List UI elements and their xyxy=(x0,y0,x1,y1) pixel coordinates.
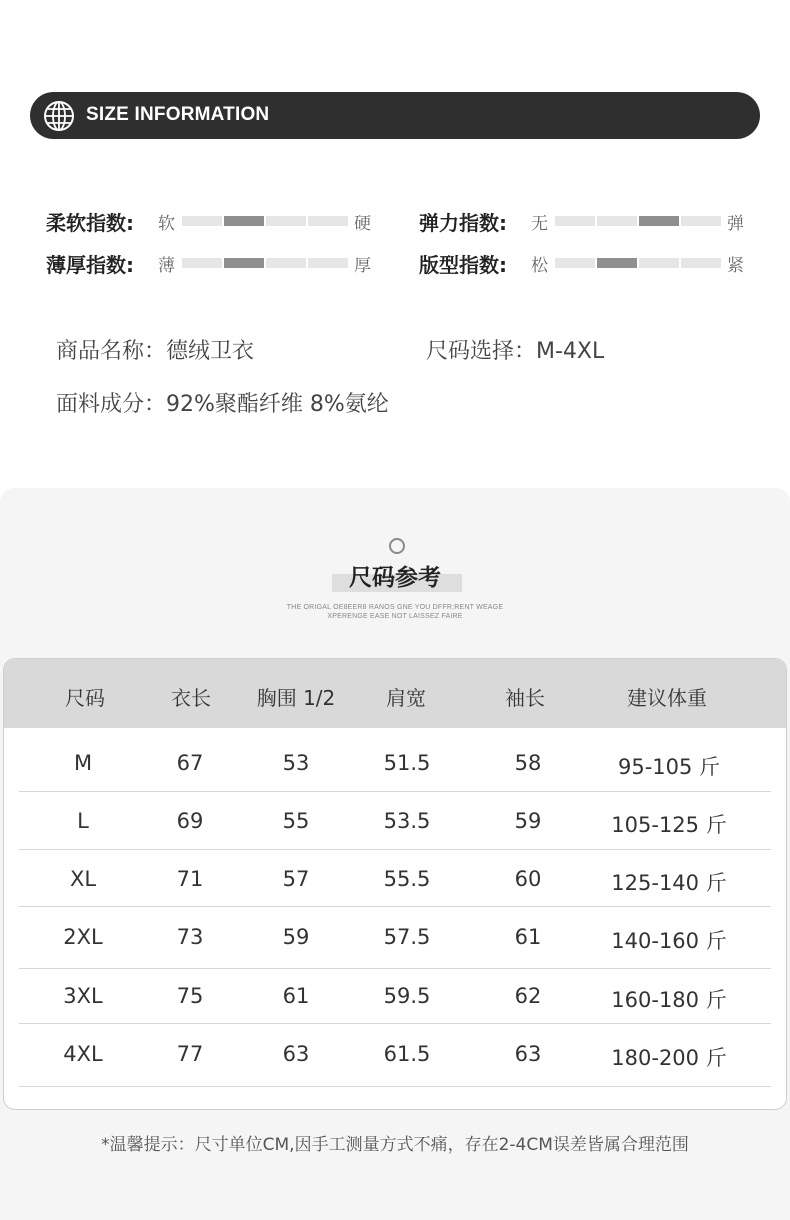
index-high-label: 厚 xyxy=(354,255,371,276)
table-cell: 61.5 xyxy=(383,1042,431,1066)
table-cell: 105-125 斤 xyxy=(611,813,727,837)
index-segment xyxy=(681,258,721,268)
table-cell: 59 xyxy=(282,925,310,949)
table-cell: 55.5 xyxy=(383,867,431,891)
index-segment xyxy=(266,216,306,226)
index-scale xyxy=(555,258,721,268)
table-cell: L xyxy=(77,809,89,833)
thickness-index xyxy=(46,249,378,277)
table-cell: 3XL xyxy=(63,984,103,1008)
table-cell: 61 xyxy=(514,925,542,949)
row-divider xyxy=(19,1023,771,1024)
table-cell: 95-105 斤 xyxy=(617,755,721,779)
column-header: 尺码 xyxy=(65,686,105,710)
ring-ornament-icon xyxy=(389,538,405,554)
index-label: 弹力指数: xyxy=(419,210,507,235)
table-cell: 58 xyxy=(514,751,542,775)
index-low-label: 软 xyxy=(158,213,175,234)
table-cell: 59.5 xyxy=(383,984,431,1008)
table-cell: 59 xyxy=(514,809,542,833)
index-label: 薄厚指数: xyxy=(46,252,134,277)
index-segment xyxy=(597,216,637,226)
index-segment xyxy=(681,216,721,226)
index-segment xyxy=(308,258,348,268)
size-information-header xyxy=(30,92,760,139)
row-divider xyxy=(19,849,771,850)
size-table xyxy=(3,658,787,1110)
table-cell: 71 xyxy=(176,867,204,891)
column-header: 袖长 xyxy=(505,686,545,710)
row-divider xyxy=(19,968,771,969)
elasticity-index xyxy=(419,207,751,235)
table-cell: 180-200 斤 xyxy=(611,1046,727,1070)
column-header: 建议体重 xyxy=(627,686,707,710)
index-label: 柔软指数: xyxy=(46,210,134,235)
section-subtitle: XPERENGE EASE NOT LAISSEZ FAIRE xyxy=(327,613,463,620)
index-low-label: 松 xyxy=(531,255,548,276)
row-divider xyxy=(19,1086,771,1087)
index-segment xyxy=(555,258,595,268)
column-header: 胸围 1/2 xyxy=(256,686,336,710)
table-cell: 75 xyxy=(176,984,204,1008)
size-select: 尺码选择：M-4XL xyxy=(426,339,605,364)
index-segment-active xyxy=(224,258,264,268)
table-cell: 57.5 xyxy=(383,925,431,949)
table-cell: 60 xyxy=(514,867,542,891)
table-cell: 63 xyxy=(282,1042,310,1066)
index-scale xyxy=(182,216,348,226)
column-header: 肩宽 xyxy=(386,686,426,710)
section-subtitle: THE ORIGAL OE8EER8 RANOS GNE YOU DFFR;RENT WEAGE xyxy=(286,604,504,611)
index-segment-active xyxy=(597,258,637,268)
index-segment xyxy=(182,258,222,268)
softness-index xyxy=(46,207,378,235)
table-cell: 77 xyxy=(176,1042,204,1066)
index-low-label: 无 xyxy=(531,213,548,234)
index-scale xyxy=(555,216,721,226)
index-segment-active xyxy=(639,216,679,226)
table-cell: 53 xyxy=(282,751,310,775)
table-cell: 125-140 斤 xyxy=(611,871,727,895)
table-cell: M xyxy=(73,751,93,775)
table-cell: 53.5 xyxy=(383,809,431,833)
table-cell: 55 xyxy=(282,809,310,833)
index-scale xyxy=(182,258,348,268)
index-high-label: 硬 xyxy=(354,213,371,234)
table-cell: 4XL xyxy=(63,1042,103,1066)
table-cell: 73 xyxy=(176,925,204,949)
product-name: 商品名称：德绒卫衣 xyxy=(56,339,255,364)
table-cell: 62 xyxy=(514,984,542,1008)
table-header xyxy=(4,659,786,728)
row-divider xyxy=(19,906,771,907)
table-cell: 61 xyxy=(282,984,310,1008)
fabric-composition: 面料成分：92%聚酯纤维 8%氨纶 xyxy=(56,392,389,417)
index-low-label: 薄 xyxy=(158,255,175,276)
header-title: SIZE INFORMATION xyxy=(86,104,270,125)
index-segment xyxy=(266,258,306,268)
table-cell: 63 xyxy=(514,1042,542,1066)
column-header: 衣长 xyxy=(171,686,211,710)
table-cell: 51.5 xyxy=(383,751,431,775)
table-cell: XL xyxy=(69,867,97,891)
index-segment xyxy=(308,216,348,226)
table-cell: 57 xyxy=(282,867,310,891)
row-divider xyxy=(19,791,771,792)
index-segment xyxy=(639,258,679,268)
index-segment xyxy=(182,216,222,226)
index-high-label: 紧 xyxy=(727,255,744,276)
table-cell: 69 xyxy=(176,809,204,833)
footer-note: *温馨提示：尺寸单位CM,因手工测量方式不痛，存在2-4CM误差皆属合理范围 xyxy=(101,1135,689,1155)
size-reference-title: 尺码参考 xyxy=(349,565,441,591)
table-cell: 2XL xyxy=(63,925,103,949)
fit-index xyxy=(419,249,751,277)
globe-icon xyxy=(42,99,76,133)
index-label: 版型指数: xyxy=(419,252,507,277)
table-cell: 140-160 斤 xyxy=(611,929,727,953)
index-high-label: 弹 xyxy=(727,213,744,234)
table-cell: 67 xyxy=(176,751,204,775)
index-segment-active xyxy=(224,216,264,226)
index-segment xyxy=(555,216,595,226)
table-cell: 160-180 斤 xyxy=(611,988,727,1012)
